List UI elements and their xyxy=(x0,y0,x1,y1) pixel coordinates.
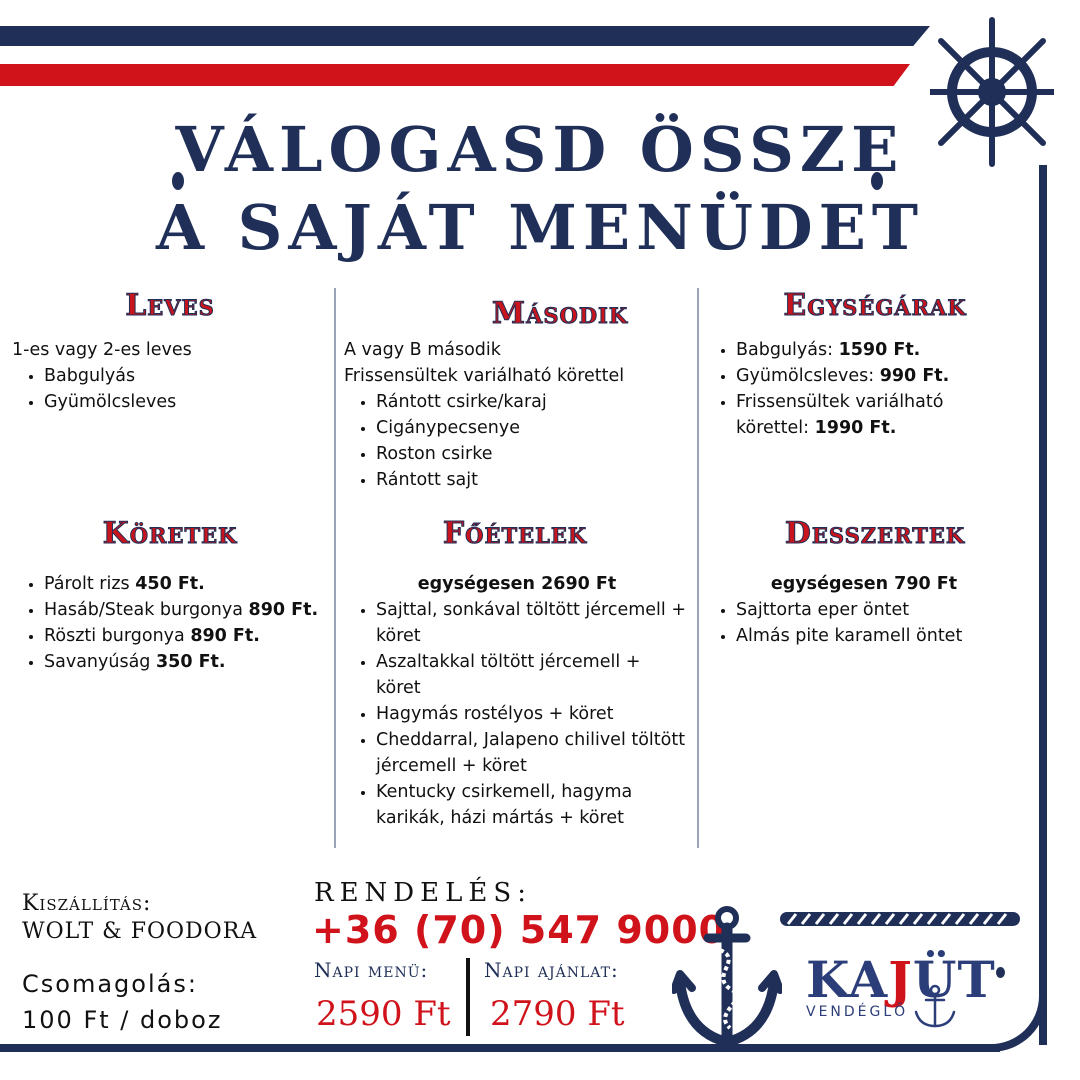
list-item: • Hagymás rostélyos + köret xyxy=(376,701,690,727)
top-navy-stripe xyxy=(0,26,930,46)
list-item: • Párolt rizs 450 Ft. xyxy=(44,571,342,597)
column-divider-left xyxy=(334,288,336,848)
price: 1590 Ft. xyxy=(838,340,921,360)
delivery-label: Kiszállítás: xyxy=(22,891,152,916)
egysegarak-list xyxy=(704,337,1004,441)
list-item: • Cigánypecsenye xyxy=(376,415,694,441)
napi-ajanlat-label: Napi ajánlat: xyxy=(484,958,619,982)
delivery-value: WOLT & FOODORA xyxy=(22,919,258,944)
desszertek-list xyxy=(704,597,1024,649)
kajut-logo: KAJÜT xyxy=(806,950,996,1009)
foetelek-list xyxy=(344,597,690,831)
list-item: • Cheddarral, Jalapeno chilivel töltött jércemell + köret xyxy=(376,727,690,779)
frame-right-border xyxy=(1039,165,1047,1045)
koretek-heading: Köretek xyxy=(102,516,238,551)
order-label: RENDELÉS: xyxy=(314,878,532,908)
masodik-heading: Második xyxy=(491,296,629,331)
page-title-line1: VÁLOGASD ÖSSZE xyxy=(175,113,905,186)
desszertek-subtitle: egységesen 790 Ft xyxy=(770,574,958,594)
column-divider-right xyxy=(697,288,699,848)
menu-divider xyxy=(466,958,470,1036)
leves-list xyxy=(12,363,332,415)
foetelek-subtitle: egységesen 2690 Ft xyxy=(417,574,617,594)
phone-number[interactable]: +36 (70) 547 9000 xyxy=(312,908,727,952)
list-item: • Röszti burgonya 890 Ft. xyxy=(44,623,342,649)
leves-section xyxy=(12,337,332,415)
list-item: • Rántott csirke/karaj xyxy=(376,389,694,415)
masodik-section xyxy=(344,337,694,493)
list-item: • Sajttal, sonkával töltött jércemell + köret xyxy=(376,597,690,649)
list-item: • Frissensültek variálható körettel: 1990 Ft. xyxy=(736,389,1004,441)
egysegarak-section xyxy=(704,337,1004,441)
frame-bottom-border xyxy=(0,1044,1000,1052)
price: 890 Ft. xyxy=(248,600,319,620)
price: 990 Ft. xyxy=(879,366,950,386)
napi-menu-label: Napi menü: xyxy=(314,958,429,982)
kajut-logo-subtitle: VENDÉGLŐ xyxy=(806,1004,909,1020)
price: 1990 Ft. xyxy=(814,418,897,438)
masodik-intro-2: Frissensültek variálható körettel xyxy=(344,366,625,386)
foetelek-section xyxy=(344,571,690,831)
egysegarak-heading: Egységárak xyxy=(783,288,967,323)
price: 350 Ft. xyxy=(155,652,226,672)
price: 890 Ft. xyxy=(190,626,260,646)
delivery-info xyxy=(22,890,257,946)
desszertek-heading: Desszertek xyxy=(784,516,966,551)
anchor-icon xyxy=(672,904,782,1054)
list-item: • Roston csirke xyxy=(376,441,694,467)
koretek-section xyxy=(12,571,342,675)
desszertek-section xyxy=(704,571,1024,649)
list-item: • Aszaltakkal töltött jércemell + köret xyxy=(376,649,690,701)
list-item: • Kentucky csirkemell, hagyma karikák, házi mártás + köret xyxy=(376,779,690,831)
top-red-stripe xyxy=(0,64,910,86)
masodik-list xyxy=(344,389,694,493)
page-title-line2: A SAJÁT MENÜDET xyxy=(155,191,925,264)
logo-anchor-icon xyxy=(912,984,958,1030)
list-item: • Sajttorta eper öntet xyxy=(736,597,1024,623)
list-item: • Babgulyás: 1590 Ft. xyxy=(736,337,1004,363)
packaging-info xyxy=(22,966,222,1038)
napi-ajanlat-price: 2790 Ft xyxy=(490,994,625,1034)
packaging-label: Csomagolás: xyxy=(22,970,198,998)
packaging-value: 100 Ft / doboz xyxy=(22,1006,223,1034)
koretek-list xyxy=(12,571,342,675)
leves-intro: 1-es vagy 2-es leves xyxy=(12,340,192,360)
list-item: • Savanyúság 350 Ft. xyxy=(44,649,342,675)
list-item: • Babgulyás xyxy=(44,363,332,389)
list-item: • Gyümölcsleves xyxy=(44,389,332,415)
leves-heading: Leves xyxy=(125,288,215,323)
list-item: • Rántott sajt xyxy=(376,467,694,493)
rope-icon xyxy=(780,912,1020,926)
masodik-intro-1: A vagy B második xyxy=(344,340,501,360)
price: 450 Ft. xyxy=(135,574,205,594)
napi-menu-price: 2590 Ft xyxy=(316,994,451,1034)
list-item: • Gyümölcsleves: 990 Ft. xyxy=(736,363,1004,389)
list-item: • Hasáb/Steak burgonya 890 Ft. xyxy=(44,597,342,623)
logo-dot xyxy=(996,967,1005,978)
list-item: • Almás pite karamell öntet xyxy=(736,623,1024,649)
foetelek-heading: Főételek xyxy=(442,516,588,551)
